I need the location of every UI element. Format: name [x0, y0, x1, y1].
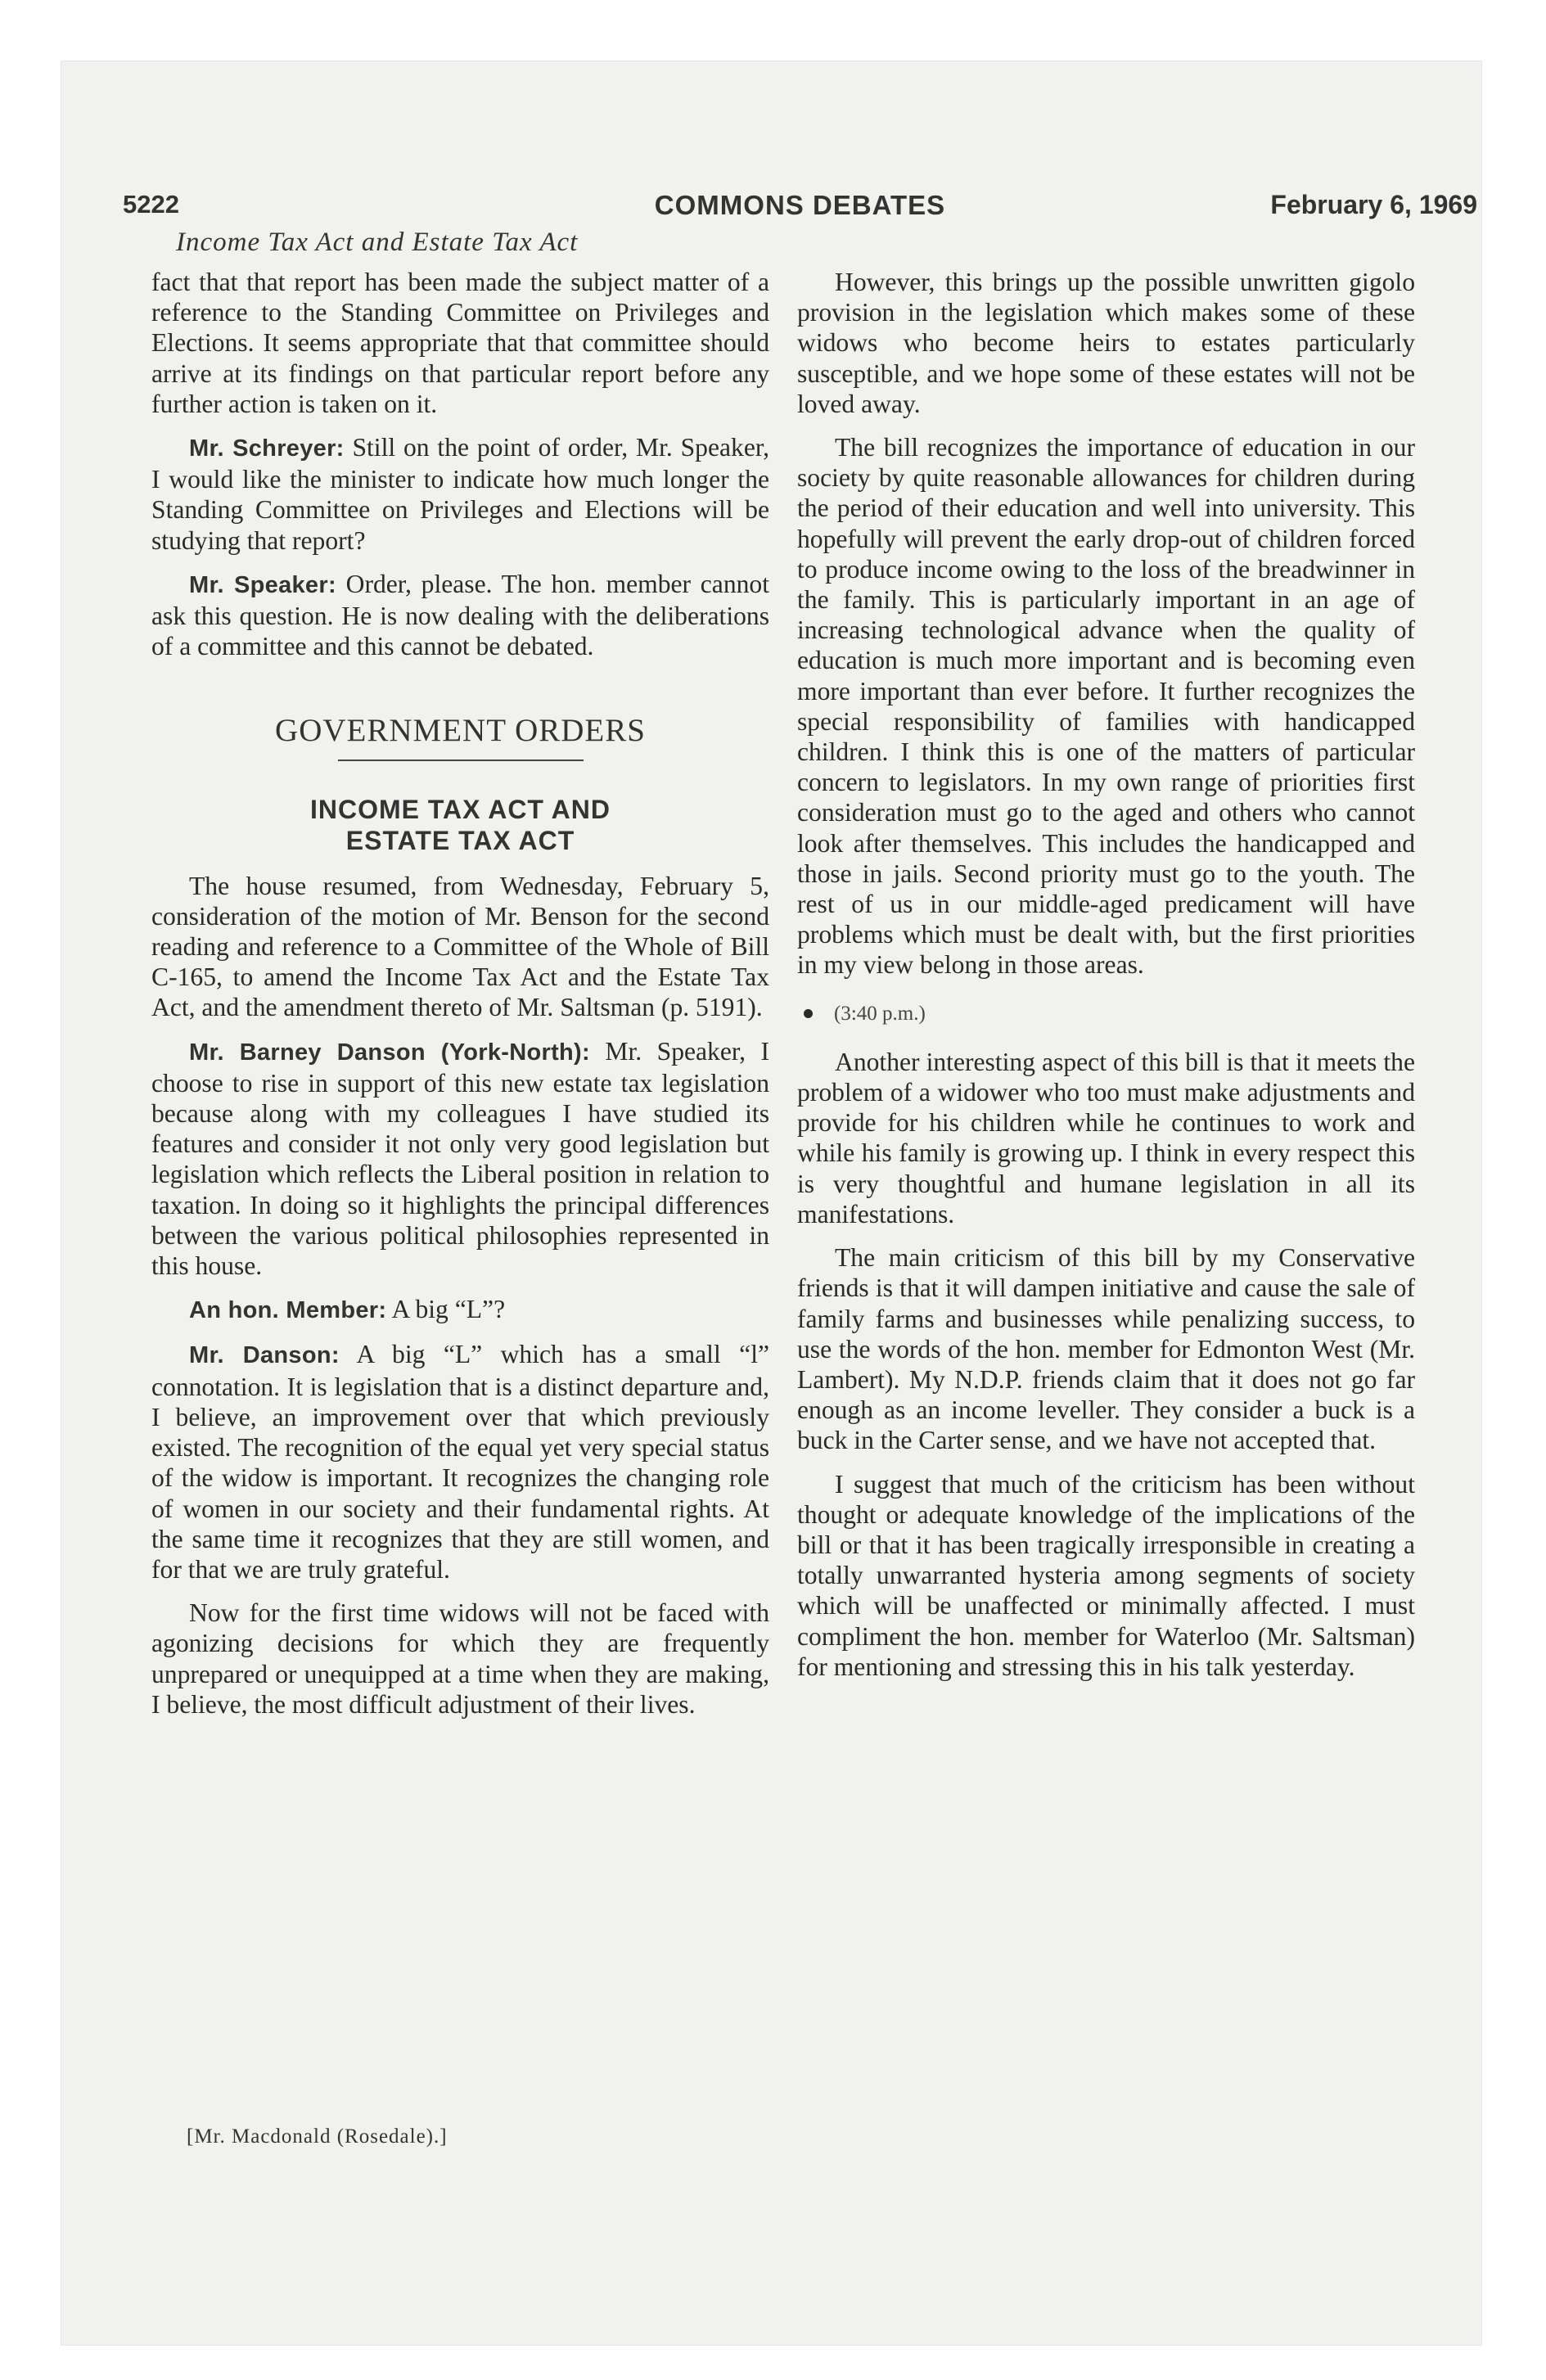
speaker-name: An hon. Member:: [189, 1297, 387, 1324]
speech-paragraph: [151, 1036, 769, 1282]
subheading-line: ESTATE TAX ACT: [345, 825, 575, 855]
running-head: Income Tax Act and Estate Tax Act: [176, 228, 579, 257]
speech-text: Still on the point of order, Mr. Speaker, I would like the minister to indicate how much longer the Standing Committee on Privileges and Elections will be studying that report?: [151, 433, 769, 555]
speech-text: Order, please. The hon. member cannot ask this question. He is now dealing with the deliberations of a committee and this cannot be debated.: [151, 569, 769, 661]
page-number: 5222: [123, 190, 179, 219]
speech-paragraph: [151, 1294, 769, 1326]
right-column: [797, 267, 1415, 1695]
heading-rule: [338, 760, 584, 761]
speaker-footer-tag: [Mr. Macdonald (Rosedale).]: [187, 2125, 448, 2148]
issue-date: February 6, 1969: [1270, 190, 1477, 219]
speech-text: A big “L” which has a small “l” connotation. It is legislation that is a distinct departure and, I believe, an improvement over that which previously existed. The recognition of the equal yet very special status of the widow is important. It recognizes the changing role of women in our society and their fundamental rights. At the same time it recognizes that they are still women, and for that we are truly grateful.: [151, 1340, 769, 1584]
paragraph: The house resumed, from Wednesday, February 5, consideration of the motion of Mr. Benson for the second reading and reference to a Committee of the Whole of Bill C-165, to amend the Income Tax Act and the Estate Tax Act, and the amendment thereto of Mr. Saltsman (p. 5191).: [151, 871, 769, 1022]
page-header: [123, 190, 1477, 229]
paragraph: Another interesting aspect of this bill is that it meets the problem of a widower who too must make adjustments and provide for his children while he continues to work and while his family is growing up. I think in every respect this is very thoughtful and humane legislation in all its manifestations.: [797, 1047, 1415, 1228]
paragraph: The bill recognizes the importance of education in our society by quite reasonable allowances for children during the period of their education and well into university. This hopefully will prevent the early drop-out of children forced to produce income owing to the loss of the breadwinner in the family. This is particularly important in an age of increasing technological advance when the quality of education is much more important and is becoming even more important than ever before. It further recognizes the special responsibility of families with handicapped children. I think this is one of the matters of particular concern to legislators. In my own range of priorities first consideration must go to the aged and others who cannot look after themselves. This includes the handicapped and those in jails. Second priority must go to the youth. The rest of us in our middle-aged predicament will have problems which must be dealt with, but the first priorities in my view belong in those areas.: [797, 433, 1415, 980]
paragraph: Now for the first time widows will not be faced with agonizing decisions for which they are frequently unprepared or unequipped at a time when they are making, I believe, the most difficult adjustment of their lives.: [151, 1598, 769, 1719]
speech-paragraph: [151, 1339, 769, 1584]
speaker-name: Mr. Schreyer:: [189, 435, 345, 462]
speaker-name: Mr. Barney Danson (York-North):: [189, 1039, 590, 1066]
time-marker: [797, 998, 1415, 1029]
time-text: (3:40 p.m.): [834, 1002, 926, 1025]
speech-paragraph: [151, 569, 769, 662]
speaker-name: Mr. Danson:: [189, 1342, 340, 1369]
paragraph: The main criticism of this bill by my Conservative friends is that it will dampen initiative and cause the sale of family farms and businesses while penalizing success, to use the words of the hon. member for Edmonton West (Mr. Lambert). My N.D.P. friends claim that it does not go far enough as an income leveller. They consider a buck is a buck in the Carter sense, and we have not accepted that.: [797, 1243, 1415, 1455]
paragraph: However, this brings up the possible unwritten gigolo provision in the legislation which makes some of these widows who become heirs to estates particularly susceptible, and we hope some of these estates will not be loved away.: [797, 268, 1415, 418]
subheading-line: INCOME TAX ACT AND: [309, 794, 611, 824]
speaker-name: Mr. Speaker:: [189, 571, 336, 598]
bullet-icon: [804, 1009, 813, 1018]
speech-paragraph: [151, 432, 769, 556]
journal-title: COMMONS DEBATES: [654, 190, 946, 220]
bill-subheading: [151, 794, 769, 856]
paragraph: fact that that report has been made the subject matter of a reference to the Standing Committee on Privileges and Elections. It seems appropriate that that committee should arrive at its findings on that particular report before any further action is taken on it.: [151, 268, 769, 418]
section-heading: GOVERNMENT ORDERS: [275, 713, 646, 749]
speech-text: Mr. Speaker, I choose to rise in support of this new estate tax legislation because along with my colleagues I have studied its features and consider it not only very good legislation but legislation which reflects the Liberal position in relation to taxation. In doing so it highlights the principal differences between the various political philosophies represented in this house.: [151, 1036, 769, 1281]
left-column: [151, 267, 769, 1733]
paragraph: I suggest that much of the criticism has been without thought or adequate knowledge of the implications of the bill or that it has been tragically irresponsible in creating a totally unwarranted hysteria among segments of society which will be unaffected or minimally affected. I must compliment the hon. member for Waterloo (Mr. Saltsman) for mentioning and stressing this in his talk yesterday.: [797, 1469, 1415, 1681]
speech-text: A big “L”?: [386, 1295, 506, 1324]
